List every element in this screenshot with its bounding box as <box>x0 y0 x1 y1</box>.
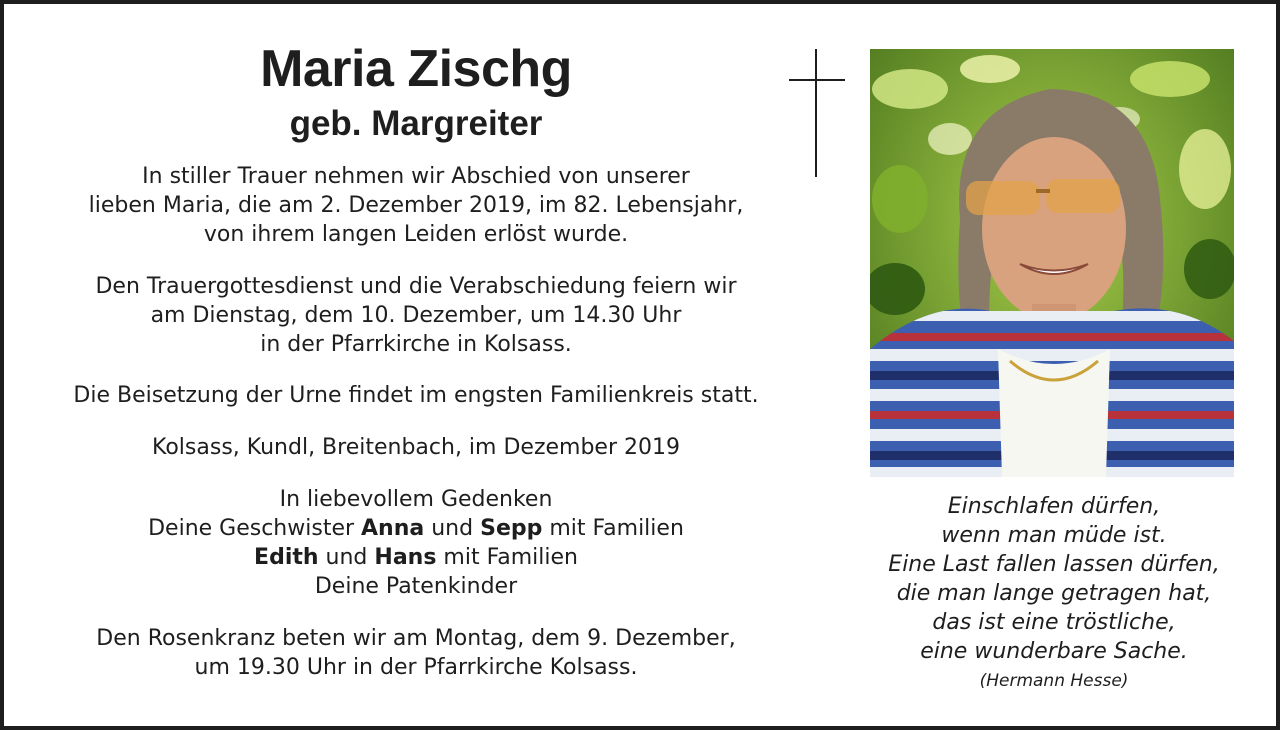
siblings-prefix: Deine Geschwister <box>148 516 355 541</box>
rosary-paragraph <box>48 624 784 682</box>
place-date-line <box>48 433 784 462</box>
obituary-text-column <box>48 36 784 682</box>
text-line: um 19.30 Uhr in der Pfarrkirche Kolsass. <box>194 655 638 680</box>
announcement-paragraph <box>48 162 784 249</box>
portrait-illustration <box>870 49 1234 477</box>
siblings-suffix: mit Familien <box>549 516 684 541</box>
text-line: Kolsass, Kundl, Breitenbach, im Dezember 2019 <box>152 435 680 460</box>
deceased-name: Maria Zischg <box>260 40 572 98</box>
maiden-name: geb. Margreiter <box>289 104 543 143</box>
text-line: Die Beisetzung der Urne findet im engsten Familienkreis statt. <box>73 383 759 408</box>
latin-cross-icon <box>789 49 845 177</box>
relative-name: Edith <box>254 545 319 570</box>
text-line: Den Trauergottesdienst und die Verabschiedung feiern wir <box>95 274 737 299</box>
mourners-block <box>48 485 784 601</box>
text-line: In stiller Trauer nehmen wir Abschied von unserer <box>142 164 690 189</box>
text-line: in der Pfarrkirche in Kolsass. <box>260 332 572 357</box>
poem-line: die man lange getragen hat, <box>896 581 1212 606</box>
poem-line: eine wunderbare Sache. <box>920 639 1188 664</box>
cross-vertical-bar <box>815 49 817 177</box>
conjunction: und <box>325 545 368 570</box>
cross-horizontal-bar <box>789 79 845 81</box>
text-line: am Dienstag, dem 10. Dezember, um 14.30 Uhr <box>150 303 682 328</box>
text-line: lieben Maria, die am 2. Dezember 2019, im 82. Lebensjahr, <box>88 193 744 218</box>
text-line: von ihrem langen Leiden erlöst wurde. <box>203 222 629 247</box>
mourners-siblings <box>48 514 784 543</box>
burial-paragraph <box>48 381 784 410</box>
mourners-intro: In liebevollem Gedenken <box>279 487 553 512</box>
poem <box>864 492 1244 695</box>
face <box>982 137 1126 321</box>
mourners-godchildren: Deine Patenkinder <box>314 574 518 599</box>
poem-line: das ist eine tröstliche, <box>932 610 1176 635</box>
portrait-photo <box>870 49 1234 477</box>
poem-line: Eine Last fallen lassen dürfen, <box>888 552 1220 577</box>
poem-author: (Hermann Hesse) <box>979 671 1129 691</box>
poem-line: wenn man müde ist. <box>941 523 1167 548</box>
mourners-relatives <box>48 543 784 572</box>
funeral-service-paragraph <box>48 272 784 359</box>
white-shirt <box>998 349 1110 477</box>
poem-line: Einschlafen dürfen, <box>947 494 1161 519</box>
sibling-name: Anna <box>361 516 425 541</box>
relative-name: Hans <box>374 545 437 570</box>
conjunction: und <box>431 516 474 541</box>
sibling-name: Sepp <box>480 516 543 541</box>
text-line: Den Rosenkranz beten wir am Montag, dem 9. Dezember, <box>96 626 736 651</box>
relatives-suffix: mit Familien <box>443 545 578 570</box>
